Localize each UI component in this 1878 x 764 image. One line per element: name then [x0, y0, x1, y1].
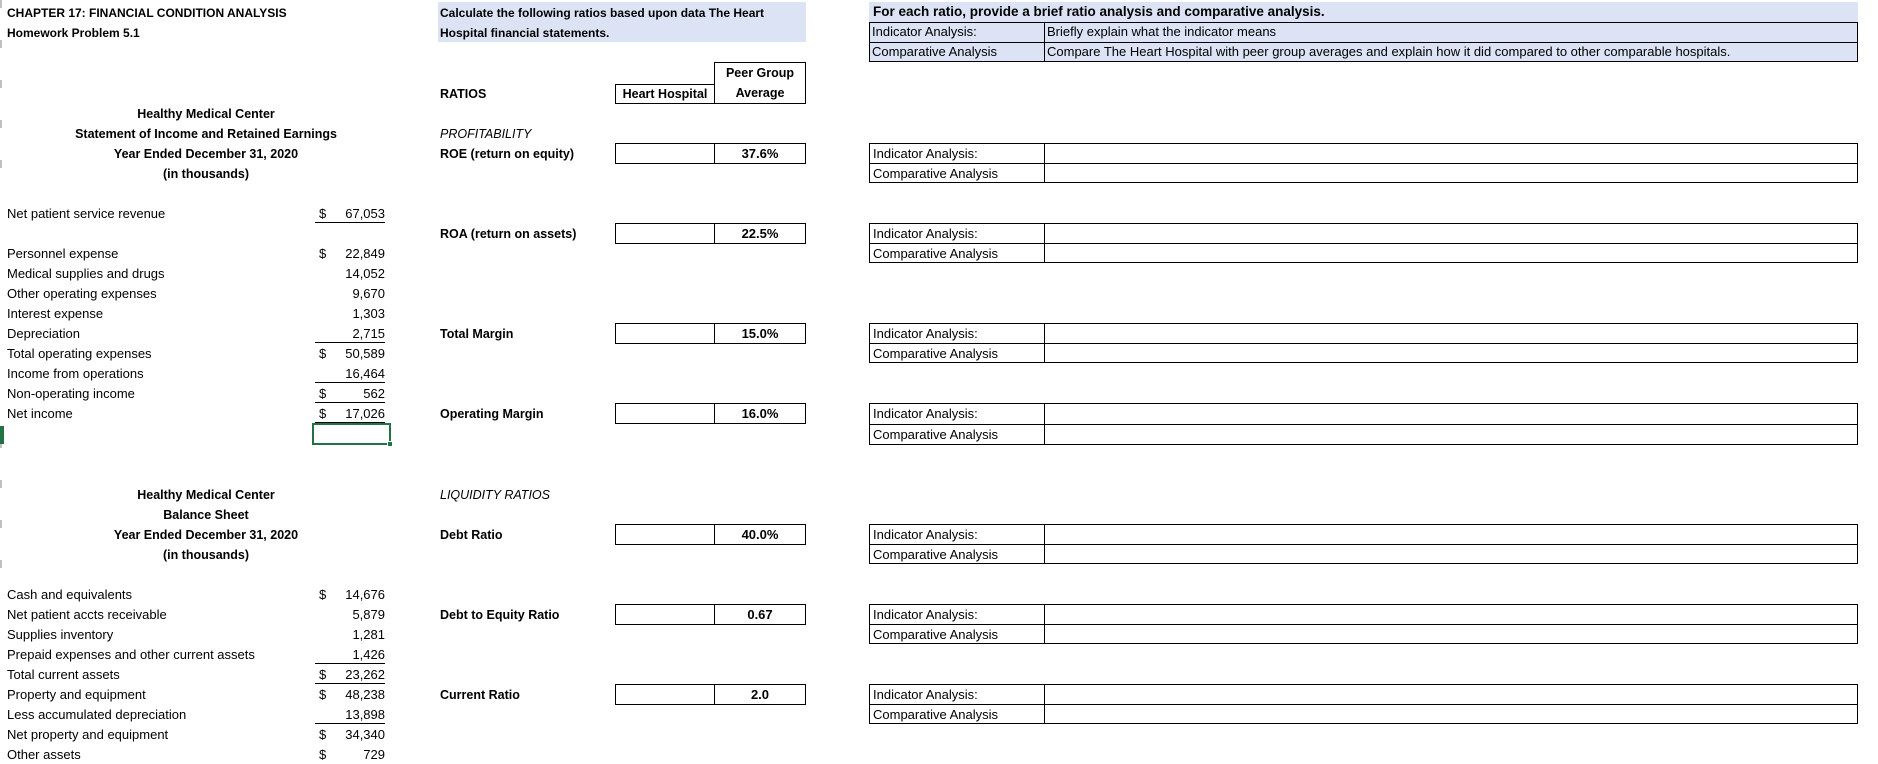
balance-item-value: 729 — [363, 747, 385, 762]
peer-group-header-cell — [714, 62, 806, 104]
heart-hospital-input[interactable] — [615, 223, 715, 244]
ratio-name: Operating Margin — [440, 407, 544, 421]
income-item-dollar: $ — [319, 406, 327, 421]
comparative-input[interactable] — [1045, 425, 1857, 445]
heart-hospital-header: Heart Hospital — [622, 87, 708, 101]
indicator-label: Indicator Analysis: — [873, 146, 978, 161]
balance-item-value: 23,262 — [315, 667, 385, 684]
balance-title-4: (in thousands) — [162, 548, 250, 562]
balance-item-dollar: $ — [319, 687, 327, 702]
comparative-input[interactable] — [1045, 705, 1857, 724]
income-item-dollar: $ — [319, 346, 327, 361]
indicator-label: Indicator Analysis: — [873, 527, 978, 542]
income-item-label: Non-operating income — [7, 386, 135, 401]
balance-item-value: 1,281 — [352, 627, 385, 642]
balance-item-value: 34,340 — [345, 727, 385, 742]
peer-value: 2.0 — [714, 684, 806, 705]
income-item-dollar: $ — [319, 386, 327, 401]
balance-title-2: Balance Sheet — [163, 508, 249, 522]
heart-hospital-header-cell — [615, 84, 715, 104]
instructions-line2: Hospital financial statements. — [440, 26, 610, 40]
income-item-value: 9,670 — [352, 286, 385, 301]
balance-item-label: Supplies inventory — [7, 627, 114, 642]
heart-hospital-input[interactable] — [615, 604, 715, 625]
analysis-key — [869, 2, 1858, 62]
peer-group-header-line1: Peer Group — [725, 66, 795, 80]
income-item-value: 16,464 — [315, 366, 385, 383]
balance-item-label: Prepaid expenses and other current assets — [7, 647, 255, 662]
balance-title-1: Healthy Medical Center — [137, 488, 275, 502]
balance-item-dollar: $ — [319, 747, 327, 762]
income-item-label: Other operating expenses — [7, 286, 157, 301]
income-item-label: Depreciation — [7, 326, 80, 341]
peer-value: 16.0% — [714, 403, 806, 424]
balance-item-label: Net patient accts receivable — [7, 607, 167, 622]
analysis-key-desc-2: Compare The Heart Hospital with peer group averages and explain how it did compared to other comparable hospitals. — [1047, 44, 1731, 59]
liquidity-label: LIQUIDITY RATIOS — [440, 488, 550, 502]
analysis-key-title: For each ratio, provide a brief ratio analysis and comparative analysis. — [873, 4, 1325, 19]
peer-value: 37.6% — [714, 143, 806, 164]
income-item-dollar: $ — [319, 246, 327, 261]
heart-hospital-input[interactable] — [615, 323, 715, 344]
income-item-label: Net income — [7, 406, 73, 421]
comparative-label: Comparative Analysis — [873, 707, 998, 722]
analysis-key-label-1: Indicator Analysis: — [872, 24, 977, 39]
heart-hospital-input[interactable] — [615, 524, 715, 545]
comparative-input[interactable] — [1045, 164, 1857, 183]
income-item-label: Total operating expenses — [7, 346, 152, 361]
peer-value: 15.0% — [714, 323, 806, 344]
analysis-box — [869, 323, 1858, 363]
balance-item-dollar: $ — [319, 727, 327, 742]
comparative-input[interactable] — [1045, 625, 1857, 644]
comparative-label: Comparative Analysis — [873, 166, 998, 181]
balance-item-dollar: $ — [319, 587, 327, 602]
income-title-3: Year Ended December 31, 2020 — [113, 147, 299, 161]
income-item-value: 50,589 — [345, 346, 385, 361]
balance-item-value: 5,879 — [352, 607, 385, 622]
instructions-box — [438, 2, 806, 42]
income-item-value: 562 — [315, 386, 385, 403]
chapter-title: CHAPTER 17: FINANCIAL CONDITION ANALYSIS — [7, 6, 287, 20]
analysis-box — [869, 223, 1858, 263]
indicator-input[interactable] — [1045, 324, 1857, 343]
indicator-input[interactable] — [1045, 685, 1857, 704]
comparative-input[interactable] — [1045, 545, 1857, 564]
peer-value: 22.5% — [714, 223, 806, 244]
income-title-2: Statement of Income and Retained Earnings — [75, 127, 337, 141]
indicator-label: Indicator Analysis: — [873, 326, 978, 341]
analysis-key-desc-1: Briefly explain what the indicator means — [1047, 24, 1277, 39]
ratio-name: Current Ratio — [440, 688, 520, 702]
income-item-value: 1,303 — [352, 306, 385, 321]
heart-hospital-input[interactable] — [615, 684, 715, 705]
balance-item-value: 1,426 — [315, 647, 385, 664]
analysis-box — [869, 403, 1858, 445]
comparative-label: Comparative Analysis — [873, 627, 998, 642]
income-item-value: 17,026 — [315, 406, 385, 425]
ratio-name: Debt Ratio — [440, 528, 503, 542]
balance-item-label: Net property and equipment — [7, 727, 169, 742]
ratio-name: ROA (return on assets) — [440, 227, 577, 241]
revenue-dollar: $ — [319, 206, 327, 221]
comparative-input[interactable] — [1045, 344, 1857, 363]
income-item-value: 14,052 — [345, 266, 385, 281]
analysis-box — [869, 604, 1858, 644]
profitability-label: PROFITABILITY — [440, 127, 532, 141]
balance-item-label: Cash and equivalents — [7, 587, 133, 602]
comparative-input[interactable] — [1045, 244, 1857, 263]
peer-value: 0.67 — [714, 604, 806, 625]
ratio-name: Total Margin — [440, 327, 514, 341]
balance-item-label: Less accumulated depreciation — [7, 707, 187, 722]
balance-item-label: Total current assets — [7, 667, 120, 682]
income-title-4: (in thousands) — [162, 167, 250, 181]
heart-hospital-input[interactable] — [615, 403, 715, 424]
income-item-label: Income from operations — [7, 366, 144, 381]
balance-item-value: 14,676 — [345, 587, 385, 602]
indicator-input[interactable] — [1045, 605, 1857, 624]
heart-hospital-input[interactable] — [615, 143, 715, 164]
comparative-label: Comparative Analysis — [873, 246, 998, 261]
balance-item-dollar: $ — [319, 667, 327, 682]
problem-title: Homework Problem 5.1 — [7, 26, 140, 40]
balance-item-value: 13,898 — [315, 707, 385, 724]
indicator-input[interactable] — [1045, 525, 1857, 544]
income-item-label: Personnel expense — [7, 246, 119, 261]
indicator-input[interactable] — [1045, 404, 1857, 424]
instructions-line1: Calculate the following ratios based upon data The Heart — [440, 6, 765, 20]
balance-item-label: Other assets — [7, 747, 81, 762]
income-item-value: 2,715 — [315, 326, 385, 343]
comparative-label: Comparative Analysis — [873, 427, 998, 442]
ratios-header: RATIOS — [440, 87, 487, 101]
revenue-label: Net patient service revenue — [7, 206, 166, 221]
ratio-name: ROE (return on equity) — [440, 147, 575, 161]
analysis-box — [869, 684, 1858, 724]
indicator-input[interactable] — [1045, 224, 1857, 243]
balance-item-value: 48,238 — [345, 687, 385, 702]
income-item-label: Medical supplies and drugs — [7, 266, 165, 281]
revenue-value: 67,053 — [315, 206, 385, 223]
income-item-value: 22,849 — [345, 246, 385, 261]
indicator-label: Indicator Analysis: — [873, 406, 978, 421]
ratio-name: Debt to Equity Ratio — [440, 608, 560, 622]
indicator-input[interactable] — [1045, 144, 1857, 163]
row-header-selection — [0, 426, 4, 444]
indicator-label: Indicator Analysis: — [873, 226, 978, 241]
income-title-1: Healthy Medical Center — [137, 107, 275, 121]
selected-cell[interactable] — [312, 423, 391, 445]
peer-value: 40.0% — [714, 524, 806, 545]
indicator-label: Indicator Analysis: — [873, 687, 978, 702]
analysis-box — [869, 143, 1858, 183]
comparative-label: Comparative Analysis — [873, 346, 998, 361]
analysis-box — [869, 524, 1858, 564]
selected-cell-handle[interactable] — [387, 441, 393, 447]
peer-group-header-line2: Average — [735, 86, 785, 100]
indicator-label: Indicator Analysis: — [873, 607, 978, 622]
balance-title-3: Year Ended December 31, 2020 — [113, 528, 299, 542]
comparative-label: Comparative Analysis — [873, 547, 998, 562]
income-item-label: Interest expense — [7, 306, 104, 321]
analysis-key-label-2: Comparative Analysis — [872, 44, 997, 59]
balance-item-label: Property and equipment — [7, 687, 146, 702]
